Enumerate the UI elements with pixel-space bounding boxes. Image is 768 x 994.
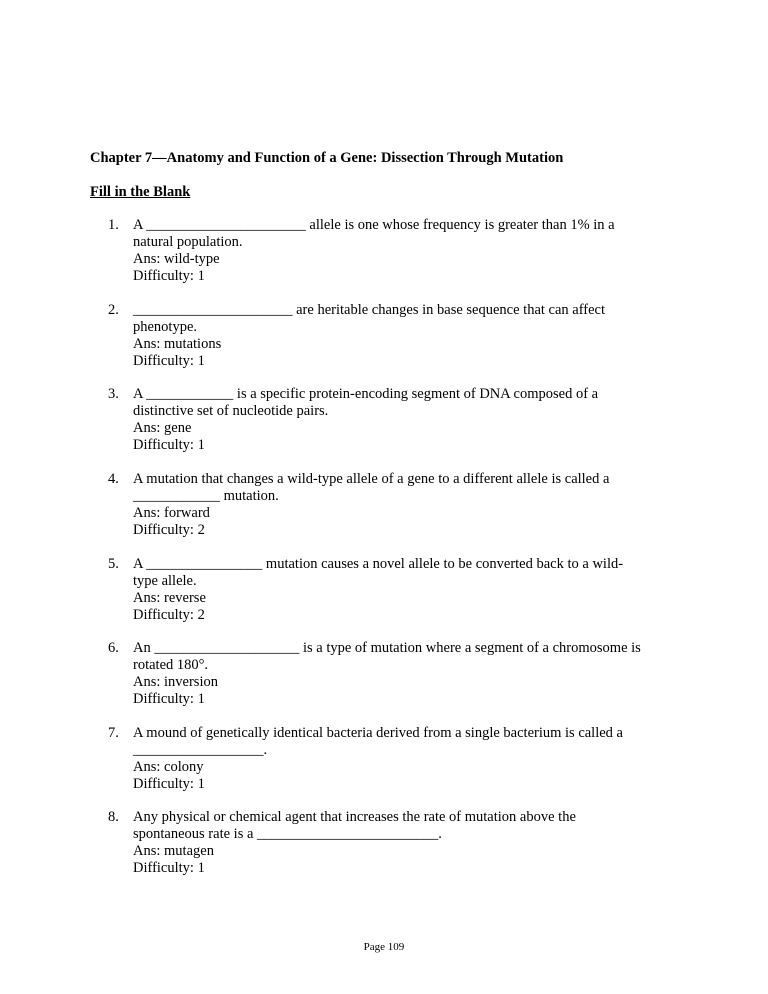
question-item <box>108 302 668 370</box>
page-number: Page 109 <box>363 941 405 953</box>
question-item <box>108 556 668 624</box>
answer: Ans: mutations <box>133 336 222 352</box>
question-number: 7. <box>108 725 119 741</box>
answer: Ans: colony <box>133 759 204 775</box>
question-text-line: A ______________________ allele is one whose frequency is greater than 1% in a <box>133 217 615 233</box>
question-number: 3. <box>108 386 119 402</box>
question-text-line: A ________________ mutation causes a novel allele to be converted back to a wild- <box>133 556 624 572</box>
question-text-line: rotated 180°. <box>133 657 209 673</box>
question-text-line: phenotype. <box>133 319 198 335</box>
difficulty: Difficulty: 1 <box>133 691 205 707</box>
question-number: 4. <box>108 471 119 487</box>
difficulty: Difficulty: 1 <box>133 353 205 369</box>
difficulty: Difficulty: 1 <box>133 437 205 453</box>
question-number: 8. <box>108 809 119 825</box>
difficulty: Difficulty: 1 <box>133 268 205 284</box>
question-text-line: __________________. <box>133 742 268 758</box>
question-text-line: ______________________ are heritable changes in base sequence that can affect <box>133 302 606 318</box>
question-item <box>108 217 668 285</box>
answer: Ans: wild-type <box>133 251 220 267</box>
question-text-line: A mound of genetically identical bacteria derived from a single bacterium is called a <box>133 725 623 741</box>
section-heading: Fill in the Blank <box>90 184 191 200</box>
question-text-line: An ____________________ is a type of mutation where a segment of a chromosome is <box>133 640 641 656</box>
chapter-title: Chapter 7—Anatomy and Function of a Gene: Dissection Through Mutation <box>90 150 564 166</box>
difficulty: Difficulty: 2 <box>133 607 205 623</box>
answer: Ans: inversion <box>133 674 218 690</box>
question-number: 1. <box>108 217 119 233</box>
difficulty: Difficulty: 1 <box>133 860 205 876</box>
answer: Ans: forward <box>133 505 210 521</box>
question-number: 5. <box>108 556 119 572</box>
question-text-line: natural population. <box>133 234 243 250</box>
question-number: 2. <box>108 302 119 318</box>
answer: Ans: mutagen <box>133 843 214 859</box>
question-text-line: A ____________ is a specific protein-encoding segment of DNA composed of a <box>133 386 599 402</box>
question-number: 6. <box>108 640 119 656</box>
question-item <box>108 386 668 454</box>
question-item <box>108 725 668 793</box>
answer: Ans: gene <box>133 420 192 436</box>
question-text-line: distinctive set of nucleotide pairs. <box>133 403 329 419</box>
question-text-line: A mutation that changes a wild-type allele of a gene to a different allele is called a <box>133 471 610 487</box>
question-item <box>108 640 668 708</box>
question-text-line: ____________ mutation. <box>133 488 279 504</box>
question-text-line: spontaneous rate is a _________________________. <box>133 826 442 842</box>
difficulty: Difficulty: 1 <box>133 776 205 792</box>
question-item <box>108 471 668 539</box>
question-text-line: type allele. <box>133 573 197 589</box>
question-text-line: Any physical or chemical agent that increases the rate of mutation above the <box>133 809 576 825</box>
question-item <box>108 809 668 877</box>
answer: Ans: reverse <box>133 590 206 606</box>
difficulty: Difficulty: 2 <box>133 522 205 538</box>
